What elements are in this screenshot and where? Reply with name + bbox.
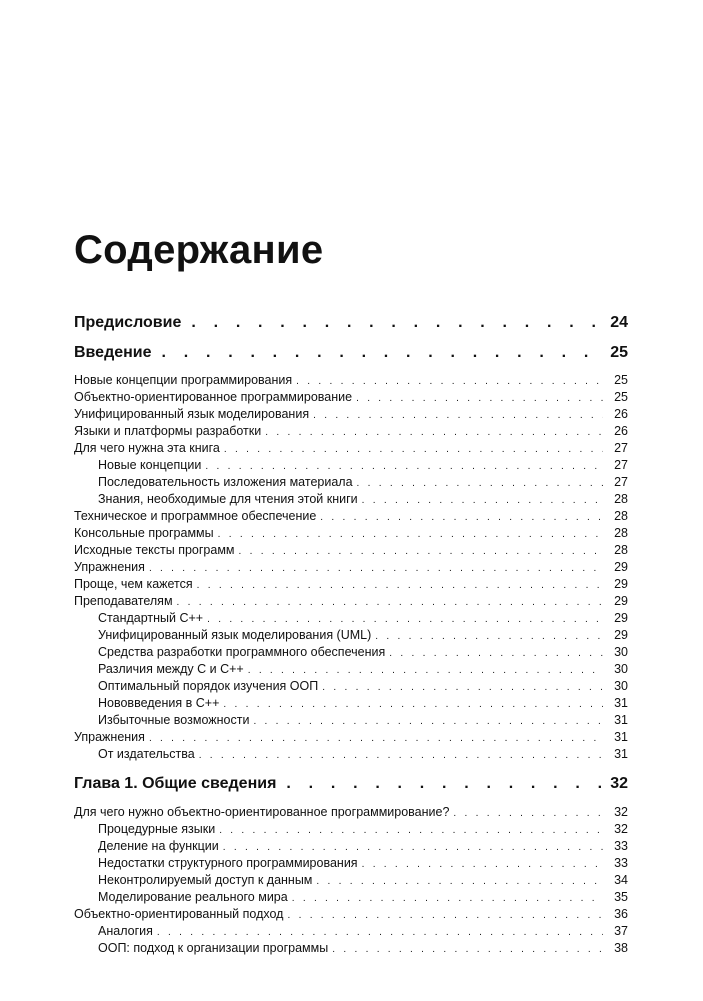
toc-leader xyxy=(219,840,603,856)
toc-leader xyxy=(153,925,603,941)
toc-entry-label: Процедурные языки xyxy=(74,821,215,837)
toc-leader xyxy=(219,697,603,713)
toc-entry[interactable] xyxy=(74,525,628,543)
toc-leader xyxy=(318,680,603,696)
toc-subentry[interactable] xyxy=(74,627,628,645)
toc-entry-label: Различия между С и С++ xyxy=(74,661,244,677)
toc-chapter-introduction[interactable] xyxy=(74,343,628,363)
toc-entry[interactable] xyxy=(74,906,628,924)
toc-page-number: 25 xyxy=(610,344,628,361)
toc-entry-label: От издательства xyxy=(74,746,195,762)
toc-entry-label: Новые концепции программирования xyxy=(74,373,293,387)
toc-leader xyxy=(316,510,603,526)
toc-page-number: 37 xyxy=(614,924,628,938)
toc-subentry[interactable] xyxy=(74,661,628,679)
toc-page-number: 32 xyxy=(614,805,628,819)
toc-page-number: 31 xyxy=(614,696,628,710)
toc-page-number: 29 xyxy=(614,560,628,574)
toc-page-number: 31 xyxy=(614,730,628,744)
toc-leader xyxy=(353,476,603,492)
toc-entry[interactable] xyxy=(74,729,628,747)
toc-leader xyxy=(181,313,603,333)
toc-page-number: 24 xyxy=(610,314,628,331)
toc-entry[interactable] xyxy=(74,389,628,407)
toc-entry-label: Упражнения xyxy=(74,730,145,744)
toc-entry-label: Для чего нужно объектно-ориентированное программирование? xyxy=(74,805,450,819)
toc-page-number: 29 xyxy=(614,628,628,642)
toc-leader xyxy=(283,908,603,924)
toc-entry-label: Средства разработки программного обеспечения xyxy=(74,644,385,660)
toc-page-number: 30 xyxy=(614,679,628,693)
toc-entry-label: Объектно-ориентированный подход xyxy=(74,907,284,921)
toc-page-number: 27 xyxy=(614,441,628,455)
page-title: Содержание xyxy=(74,228,324,272)
toc-page-number: 28 xyxy=(614,543,628,557)
toc-entry-label: Унифицированный язык моделирования xyxy=(74,407,310,421)
toc-subentry[interactable] xyxy=(74,491,628,509)
toc-leader xyxy=(449,806,603,822)
toc-leader xyxy=(220,442,603,458)
toc-entry-label: Последовательность изложения материала xyxy=(74,474,353,490)
toc-leader xyxy=(215,823,603,839)
toc-entry-label: Моделирование реального мира xyxy=(74,889,288,905)
toc-page-number: 27 xyxy=(614,458,628,472)
toc-entry-label: Унифицированный язык моделирования (UML) xyxy=(74,627,371,643)
toc-entry-label: Упражнения xyxy=(74,560,145,574)
toc-leader xyxy=(195,748,603,764)
toc-leader xyxy=(276,774,603,794)
toc-entry[interactable] xyxy=(74,804,628,822)
toc-entry-label: Языки и платформы разработки xyxy=(74,424,262,438)
toc-entry-label: Недостатки структурного программирования xyxy=(74,855,358,871)
toc-subentry[interactable] xyxy=(74,872,628,890)
toc-page-number: 28 xyxy=(614,492,628,506)
toc-leader xyxy=(145,731,603,747)
toc-entry-label: Объектно-ориентированное программирование xyxy=(74,390,353,404)
toc-subentry[interactable] xyxy=(74,678,628,696)
toc-subentry[interactable] xyxy=(74,644,628,662)
toc-page-number: 32 xyxy=(614,822,628,836)
toc-subentry[interactable] xyxy=(74,457,628,475)
toc-entry-label: Исходные тексты программ xyxy=(74,543,235,557)
toc-subentry[interactable] xyxy=(74,838,628,856)
toc-chapter-label: Предисловие xyxy=(74,314,182,331)
toc-page-number: 29 xyxy=(614,594,628,608)
toc-leader xyxy=(358,493,603,509)
toc-subentry[interactable] xyxy=(74,474,628,492)
toc-leader xyxy=(145,561,603,577)
toc-leader xyxy=(328,942,603,958)
toc-entry[interactable] xyxy=(74,559,628,577)
toc-page-number: 29 xyxy=(614,577,628,591)
toc-subentry[interactable] xyxy=(74,855,628,873)
toc-page-number: 26 xyxy=(614,407,628,421)
toc-leader xyxy=(214,527,603,543)
toc-entry-label: Аналогия xyxy=(74,923,153,939)
toc-page-number: 35 xyxy=(614,890,628,904)
toc-page-number: 30 xyxy=(614,645,628,659)
toc-entry-label: Оптимальный порядок изучения ООП xyxy=(74,678,318,694)
toc-leader xyxy=(292,374,603,390)
toc-entry-label: Техническое и программное обеспечение xyxy=(74,509,317,523)
toc-page-number: 25 xyxy=(614,373,628,387)
toc-page-number: 29 xyxy=(614,611,628,625)
toc-page-number: 25 xyxy=(614,390,628,404)
toc-leader xyxy=(288,891,603,907)
toc-subentry[interactable] xyxy=(74,746,628,764)
toc-chapter-label: Глава 1. Общие сведения xyxy=(74,775,277,792)
toc-subentry[interactable] xyxy=(74,889,628,907)
toc-entry-label: Новые концепции xyxy=(74,457,201,473)
toc-page-number: 36 xyxy=(614,907,628,921)
toc-entry-label: Проще, чем кажется xyxy=(74,577,193,591)
toc-entry[interactable] xyxy=(74,508,628,526)
toc-leader xyxy=(309,408,603,424)
toc-leader xyxy=(244,663,603,679)
toc-entry[interactable] xyxy=(74,440,628,458)
toc-entry[interactable] xyxy=(74,423,628,441)
toc-subentry[interactable] xyxy=(74,821,628,839)
toc-entry-label: Неконтролируемый доступ к данным xyxy=(74,872,312,888)
toc-chapter-1[interactable] xyxy=(74,774,628,794)
toc-entry-label: ООП: подход к организации программы xyxy=(74,940,328,956)
toc-subentry[interactable] xyxy=(74,695,628,713)
toc-entry-label: Преподавателям xyxy=(74,594,173,608)
toc-page-number: 33 xyxy=(614,856,628,870)
toc-leader xyxy=(152,343,603,363)
toc-leader xyxy=(249,714,603,730)
toc-entry[interactable] xyxy=(74,542,628,560)
toc-subentry[interactable] xyxy=(74,923,628,941)
toc-subentry[interactable] xyxy=(74,712,628,730)
toc-page-number: 32 xyxy=(610,775,628,792)
toc-entry-label: Знания, необходимые для чтения этой книги xyxy=(74,491,358,507)
toc-page-number: 27 xyxy=(614,475,628,489)
toc-leader xyxy=(358,857,603,873)
toc-page-number: 31 xyxy=(614,747,628,761)
toc-entry-label: Деление на функции xyxy=(74,838,219,854)
toc-leader xyxy=(385,646,603,662)
toc-subentry[interactable] xyxy=(74,610,628,628)
toc-leader xyxy=(173,595,603,611)
toc-leader xyxy=(371,629,603,645)
toc-entry[interactable] xyxy=(74,576,628,594)
toc-page-number: 34 xyxy=(614,873,628,887)
toc-page-number: 26 xyxy=(614,424,628,438)
toc-page-number: 30 xyxy=(614,662,628,676)
toc-page-number: 38 xyxy=(614,941,628,955)
toc-page-number: 28 xyxy=(614,509,628,523)
toc-entry-label: Стандартный С++ xyxy=(74,610,203,626)
toc-page-number: 28 xyxy=(614,526,628,540)
toc-entry-label: Избыточные возможности xyxy=(74,712,249,728)
toc-page-number: 31 xyxy=(614,713,628,727)
toc-leader xyxy=(201,459,603,475)
toc-leader xyxy=(203,612,603,628)
toc-entry[interactable] xyxy=(74,593,628,611)
toc-leader xyxy=(312,874,603,890)
toc-leader xyxy=(193,578,603,594)
toc-subentry[interactable] xyxy=(74,940,628,958)
toc-page-number: 33 xyxy=(614,839,628,853)
toc-entry[interactable] xyxy=(74,372,628,390)
toc-entry-label: Консольные программы xyxy=(74,526,214,540)
toc-leader xyxy=(235,544,603,560)
toc-leader xyxy=(261,425,603,441)
toc-chapter-preface[interactable] xyxy=(74,313,628,333)
toc-chapter-label: Введение xyxy=(74,344,152,361)
toc-entry-label: Для чего нужна эта книга xyxy=(74,441,220,455)
toc-entry[interactable] xyxy=(74,406,628,424)
toc-entry-label: Нововведения в С++ xyxy=(74,695,219,711)
toc-leader xyxy=(352,391,603,407)
